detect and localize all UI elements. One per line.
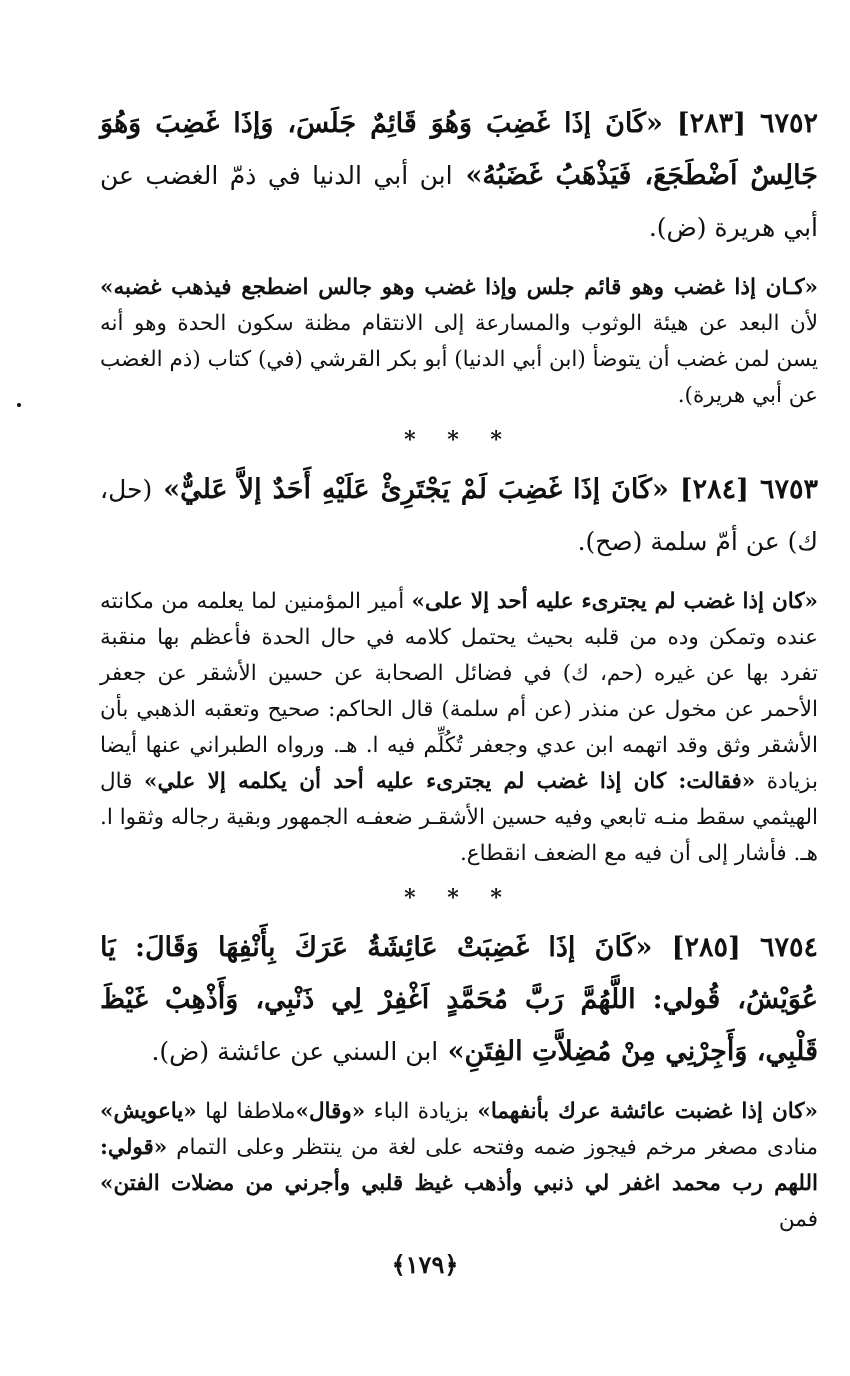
commentary-text-2: قال الهيثمي سقط منـه تابعي وفيه حسين الأشقـر ضعفـه الجمهور وبقية رجاله وثقوا ا. هـ. فأشار إلى أن فيه مع الضعف انقطاع. bbox=[100, 769, 818, 866]
commentary-text: لأن البعد عن هيئة الوثوب والمسارعة إلى الانتقام مظنة سكون الحدة وهو أنه يسن لمن غضب أن يتوضأ (ابن أبي الدنيا) أبو بكر القرشي (في) كتاب (ذم الغضب عن أبي هريرة). bbox=[100, 311, 818, 408]
hadith-source: ابن أبي الدنيا في ذمّ الغضب عن أبي هريرة (ض). bbox=[100, 161, 818, 242]
commentary-text-4: فمن bbox=[778, 1207, 818, 1232]
hadith-6754 bbox=[100, 922, 818, 1078]
hadith-text: ٦٧٥٤ [٢٨٥] «كَانَ إذَا غَضِبَتْ عَائِشَةُ عَرَكَ بِأَنْفِهَا وَقَالَ: يَا عُوَيْشُ، قُولي: اللَّهُمَّ رَبَّ مُحَمَّدٍ اَغْفِرْ لِي ذَنْبِي، وَأَذْهِبْ غَيْظَ قَلْبِي، وَأَجِرْنِي مِنْ مُضِلاَّتِ الفِتَنِ» bbox=[100, 932, 818, 1067]
page-body bbox=[100, 98, 818, 1238]
section-separator: * * * bbox=[404, 427, 514, 453]
hadith-text: ٦٧٥٢ [٢٨٣] «كَانَ إذَا غَضِبَ وَهُوَ قَائِمٌ جَلَسَ، وَإذَا غَضِبَ وَهُوَ جَالِسٌ اَضْطَجَعَ، فَيَذْهَبُ غَضَبُهُ» bbox=[100, 108, 818, 191]
commentary-text-2: ملاطفا لها bbox=[205, 1099, 296, 1124]
commentary-6753 bbox=[100, 584, 818, 872]
commentary-quote-3: «ياعويش» bbox=[100, 1099, 197, 1124]
section-separator: * * * bbox=[404, 885, 514, 911]
commentary-quote-2: «وقال» bbox=[295, 1099, 366, 1124]
commentary-text: بزيادة الباء bbox=[373, 1099, 469, 1124]
hadith-text: ٦٧٥٣ [٢٨٤] «كَانَ إذَا غَضِبَ لَمْ يَجْتَرِئْ عَلَيْهِ أَحَدٌ إلاَّ عَليٌّ» bbox=[163, 474, 818, 505]
hadith-6753 bbox=[100, 464, 818, 568]
commentary-quote-4: «قولي: اللهم رب محمد اغفر لي ذنبي وأذهب غيظ قلبي وأجرني من مضلات الفتن» bbox=[100, 1135, 818, 1196]
commentary-quote-2: «فقالت: كان إذا غضب لم يجترىء عليه أحد أن يكلمه إلا علي» bbox=[144, 769, 756, 794]
commentary-text: أمير المؤمنين لما يعلمه من مكانته عنده وتمكن وده من قلبه بحيث يحتمل كلامه في حال الحدة فأعظم بها منقبة تفرد بها عن غيره (حم، ك) في فضائل الصحابة عن حسين الأشقر عن جعفر الأحمر عن مخول عن منذر (عن أم سلمة) قال الحاكم: صحيح وتعقبه الذهبي بأن الأشقر وثق وقد اتهمه ابن عدي وجعفر تُكُلِّم فيه ا. هـ. ورواه الطبراني عنها أيضا بزيادة bbox=[100, 589, 818, 794]
commentary-text-3: منادى مصغر مرخم فيجوز ضمه وفتحه على لغة من ينتظر وعلى التمام bbox=[176, 1135, 818, 1160]
commentary-quote: «كان إذا غضبت عائشة عرك بأنفهما» bbox=[477, 1099, 818, 1124]
hadith-6752 bbox=[100, 98, 818, 254]
commentary-6754 bbox=[100, 1094, 818, 1238]
commentary-quote: «كـان إذا غضب وهو قائم جلس وإذا غضب وهو جالس اضطجع فيذهب غضبه» bbox=[100, 275, 818, 300]
hadith-source: ابن السني عن عائشة (ض). bbox=[151, 1037, 439, 1066]
commentary-quote: «كان إذا غضب لم يجترىء عليه أحد إلا على» bbox=[411, 589, 818, 614]
stray-dot bbox=[17, 403, 21, 407]
page-number: ﴿١٧٩﴾ bbox=[391, 1250, 459, 1279]
commentary-6752 bbox=[100, 270, 818, 414]
hadith-source: (حل، ك) عن أمّ سلمة (صح). bbox=[100, 475, 818, 556]
